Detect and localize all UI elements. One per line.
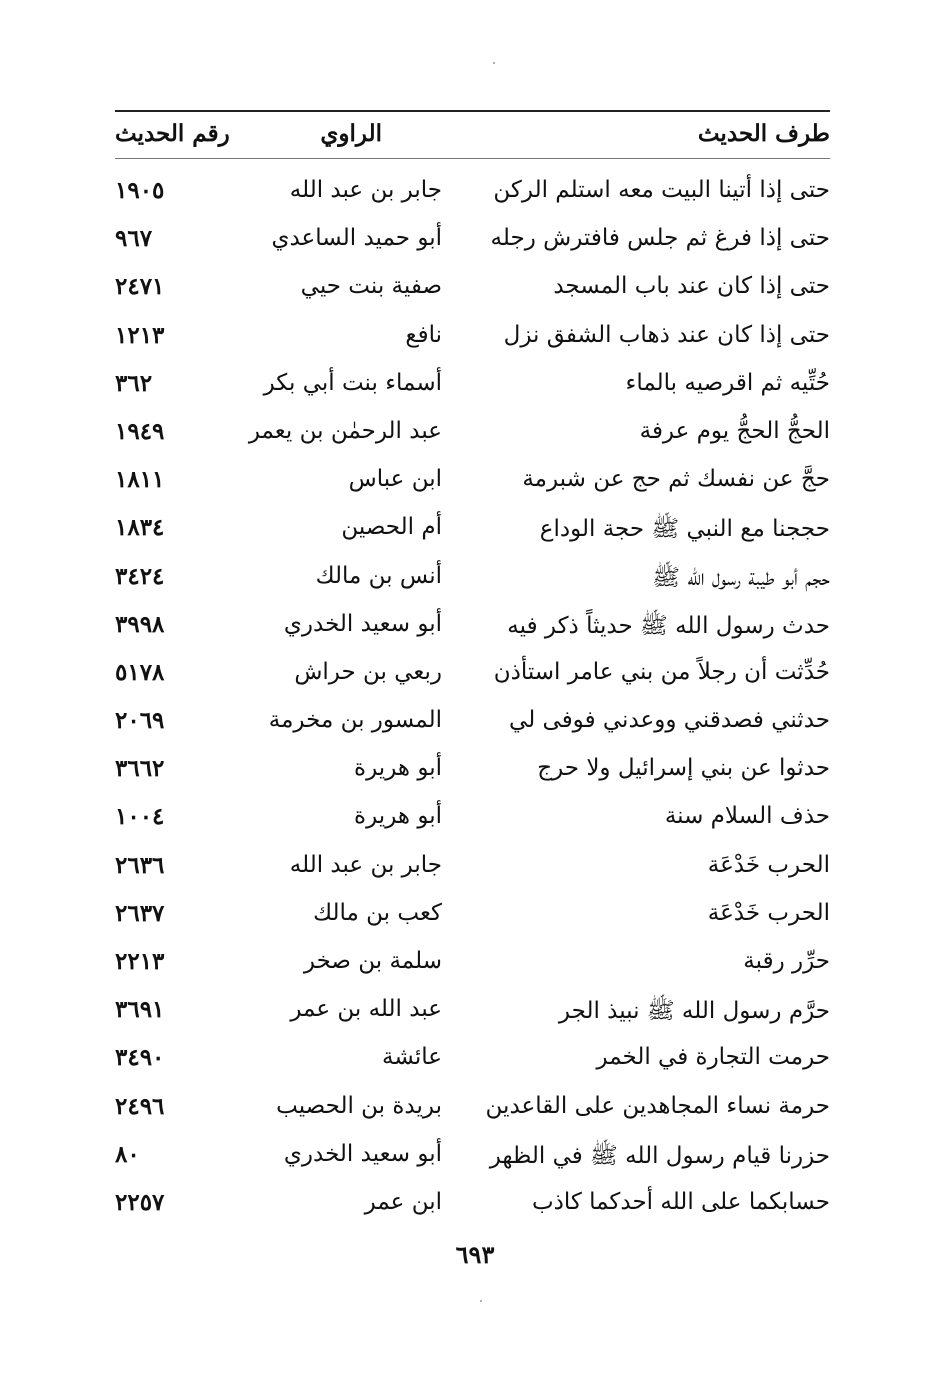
table-row	[115, 603, 830, 651]
narrator: أم الحصين	[341, 514, 442, 541]
hadith-text: حدث رسول الله ﷺ حديثاً ذكر فيه	[507, 612, 830, 639]
hadith-number: ٨٠	[115, 1140, 140, 1168]
hadith-number: ٢٢٥٧	[115, 1188, 165, 1216]
hadith-number: ٢٠٦٩	[115, 707, 165, 735]
hadith-text: حدثني فصدقني ووعدني فوفى لي	[509, 707, 830, 734]
hadith-text: حجَّ عن نفسك ثم حج عن شبرمة	[522, 466, 830, 493]
narrator: أنس بن مالك	[315, 562, 442, 589]
narrator: جابر بن عبد الله	[289, 177, 442, 203]
table-row	[115, 506, 830, 554]
header-hadith-number: رقم الحديث	[115, 120, 230, 147]
hadith-text: حرِّر رقبة	[743, 948, 830, 974]
hadith-number: ٣٦٢	[115, 369, 153, 397]
narrator: ابن عمر	[364, 1188, 442, 1215]
hadith-number: ١٨١١	[115, 466, 165, 494]
table-row	[115, 844, 830, 892]
hadith-text: حسابكما على الله أحدكما كاذب	[531, 1188, 830, 1215]
narrator: أبو سعيد الخدري	[283, 610, 442, 637]
header-hadith-text: طرف الحديث	[697, 120, 830, 147]
table-row	[115, 988, 830, 1036]
table-row	[115, 1181, 830, 1229]
hadith-text: حدثوا عن بني إسرائيل ولا حرج	[537, 755, 830, 782]
narrator: أبو هريرة	[354, 755, 442, 782]
narrator: أبو سعيد الخدري	[283, 1140, 442, 1167]
table-row	[115, 265, 830, 313]
narrator: نافع	[405, 321, 442, 348]
table-row	[115, 555, 830, 603]
narrator: عبد الله بن عمر	[290, 996, 442, 1023]
hadith-number: ٣٤٩٠	[115, 1044, 165, 1072]
hadith-text: حجم أبو طيبة رسول الله ﷺ	[652, 564, 830, 591]
hadith-text: حُدِّثت أن رجلاً من بني عامر استأذن	[493, 658, 830, 685]
scan-speck	[493, 62, 495, 64]
index-page	[115, 110, 830, 1229]
table-row	[115, 699, 830, 747]
hadith-text: الحجُّ الحجُّ يوم عرفة	[639, 417, 830, 444]
hadith-number: ١٢١٣	[115, 321, 165, 349]
scan-speck	[480, 1300, 482, 1302]
hadith-text: حُتِّيه ثم اقرصيه بالماء	[625, 369, 830, 396]
hadith-text: حرمة نساء المجاهدين على القاعدين	[485, 1092, 830, 1119]
header-rule	[115, 158, 830, 159]
hadith-number: ١٩٤٩	[115, 417, 165, 445]
hadith-number: ٩٦٧	[115, 225, 153, 253]
hadith-text: حججنا مع النبي ﷺ حجة الوداع	[539, 516, 830, 543]
hadith-number: ٣٦٩١	[115, 996, 165, 1024]
index-table	[115, 169, 830, 1229]
hadith-text: الحرب خَدْعَة	[707, 899, 830, 926]
hadith-number: ١٠٠٤	[115, 803, 165, 831]
table-row	[115, 1036, 830, 1084]
table-header	[115, 112, 830, 158]
table-row	[115, 940, 830, 988]
hadith-number: ٥١٧٨	[115, 658, 165, 686]
hadith-number: ١٩٠٥	[115, 177, 165, 204]
narrator: بريدة بن الحصيب	[276, 1092, 442, 1119]
table-row	[115, 217, 830, 265]
hadith-text: الحرب خَدْعَة	[707, 851, 830, 878]
table-row	[115, 169, 830, 217]
narrator: أسماء بنت أبي بكر	[263, 369, 442, 396]
narrator: المسور بن مخرمة	[268, 707, 442, 734]
narrator: صفية بنت حيي	[300, 273, 442, 300]
hadith-number: ١٨٣٤	[115, 514, 165, 542]
table-row	[115, 892, 830, 940]
narrator: عبد الرحمٰن بن يعمر	[248, 417, 442, 444]
table-row	[115, 1133, 830, 1181]
hadith-text: حتى إذا أتينا البيت معه استلم الركن	[493, 177, 830, 203]
hadith-text: حزرنا قيام رسول الله ﷺ في الظهر	[489, 1142, 830, 1169]
page-number: ٦٩٣	[455, 1240, 495, 1269]
table-row	[115, 1085, 830, 1133]
hadith-text: حذف السلام سنة	[664, 803, 830, 830]
narrator: كعب بن مالك	[313, 899, 442, 926]
header-narrator: الراوي	[320, 120, 382, 147]
narrator: أبو هريرة	[354, 803, 442, 830]
narrator: عائشة	[382, 1044, 442, 1071]
narrator: ربعي بن حراش	[294, 658, 442, 685]
table-row	[115, 747, 830, 795]
hadith-number: ٢٤٩٦	[115, 1092, 165, 1120]
hadith-number: ٣٦٦٢	[115, 755, 165, 783]
narrator: جابر بن عبد الله	[289, 851, 442, 878]
hadith-text: حرمت التجارة في الخمر	[596, 1044, 830, 1071]
narrator: سلمة بن صخر	[303, 948, 442, 974]
table-row	[115, 362, 830, 410]
hadith-number: ٢٦٣٦	[115, 851, 165, 879]
table-row	[115, 314, 830, 362]
hadith-number: ٢٢١٣	[115, 948, 165, 975]
table-row	[115, 795, 830, 843]
hadith-text: حرَّم رسول الله ﷺ نبيذ الجر	[558, 998, 830, 1025]
hadith-number: ٢٦٣٧	[115, 899, 165, 927]
hadith-number: ٣٤٢٤	[115, 562, 165, 590]
hadith-number: ٢٤٧١	[115, 273, 165, 301]
hadith-text: حتى إذا فرغ ثم جلس فافترش رجله	[490, 225, 830, 252]
table-row	[115, 458, 830, 506]
narrator: أبو حميد الساعدي	[271, 225, 442, 252]
hadith-text: حتى إذا كان عند ذهاب الشفق نزل	[503, 321, 830, 348]
table-row	[115, 410, 830, 458]
narrator: ابن عباس	[348, 466, 442, 493]
table-row	[115, 651, 830, 699]
hadith-text: حتى إذا كان عند باب المسجد	[553, 273, 830, 300]
hadith-number: ٣٩٩٨	[115, 610, 165, 638]
